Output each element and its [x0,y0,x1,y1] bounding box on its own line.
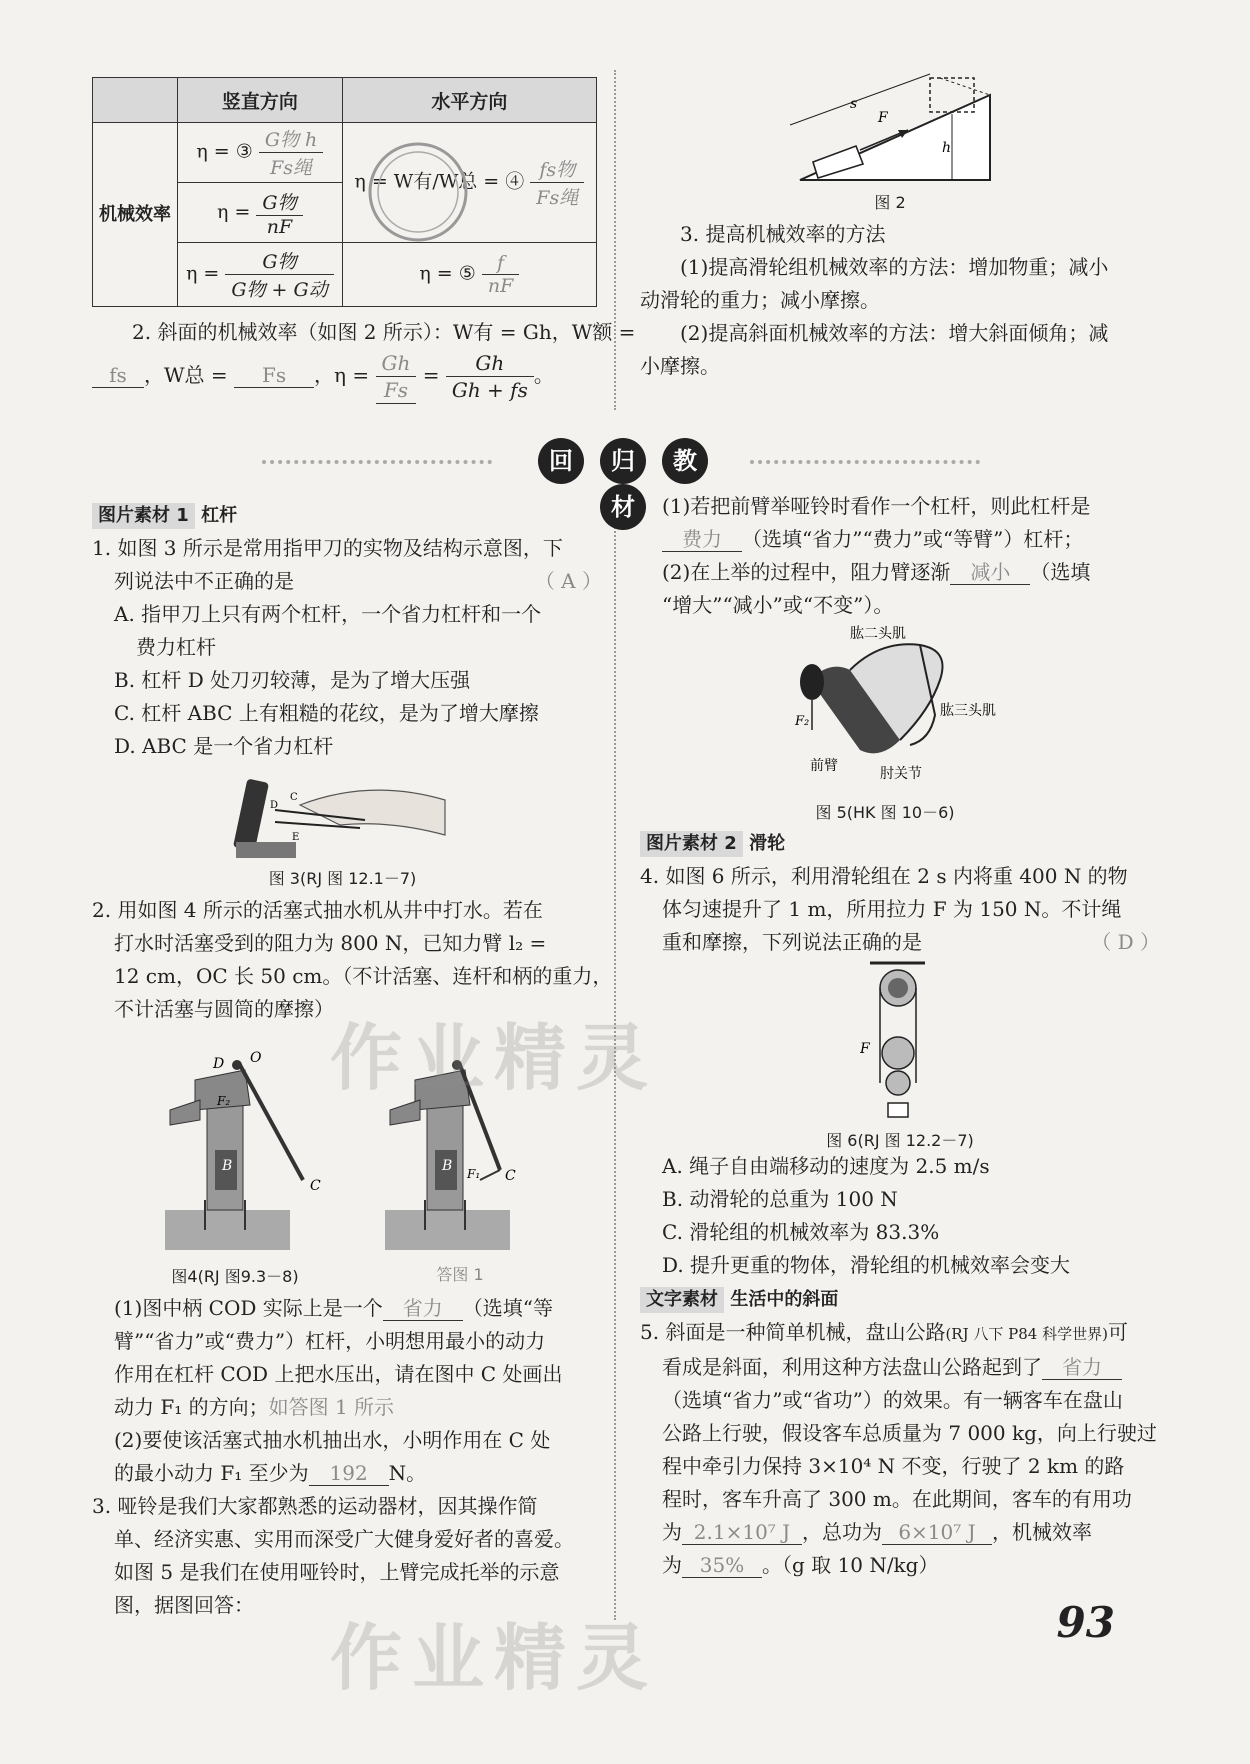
dots-right [750,460,980,464]
q4-option-d: D. 提升更重的物体，滑轮组的机械效率会变大 [662,1253,1071,1277]
q2-line-4: 不计活塞与圆筒的摩擦） [114,997,334,1021]
q5-blank-efficiency: 35% [682,1553,762,1578]
q4-option-c: C. 滑轮组的机械效率为 83.3% [662,1220,940,1244]
svg-text:F₂: F₂ [795,714,810,729]
q1-line-1: 1. 如图 3 所示是常用指甲刀的实物及结构示意图，下 [92,536,563,560]
q4-text: 图片素材 2 滑轮 4. 如图 6 所示，利用滑轮组在 2 s 内将重 400 N 的物 体匀速提升了 1 m，所用拉力 F 为 150 N。不计绳 重和摩擦，下列说法正确的是 （ D ） [640,826,1160,959]
blank-eta: $\frac{Gh}{Fs}$ [376,350,417,404]
svg-text:C: C [310,1178,321,1194]
watermark: 作业精灵 [330,1016,659,1100]
q2-line-1: 2. 用如图 4 所示的活塞式抽水机从井中打水。若在 [92,898,543,922]
q4-option-a: A. 绳子自由端移动的速度为 2.5 m/s [662,1154,990,1178]
answer-figure-1-caption: 答图 1 [436,1265,484,1284]
table-row-label: 机械效率 [93,123,178,307]
efficiency-table [92,77,597,307]
q2-1-line-2: 臂”“省力”或“费力”）杠杆，小明想用最小的动力 [114,1329,546,1353]
q4-options: A. 绳子自由端移动的速度为 2.5 m/s B. 动滑轮的总重为 100 N C. 滑轮组的机械效率为 83.3% D. 提升更重的物体，滑轮组的机械效率会变大 文字素材 生活中的斜面 5. 斜面是一种简单机械，盘山公路(RJ 八下 P84 科学世界)可 看成是斜面，利用这种方法盘山公路起到了 省力 （选填“省力”或“省功”）的效果。有一辆客车在盘山 公路上行驶，假设客车总质量为 7 000 kg，向上行驶过 程中牵引力保持 3×10⁴ N 不变，行驶了 2 km 的路 程时，客车升高了 300 m。在此期间，客车的有用功 为 2.1×10⁷ J ，总功为 6×10⁷ J ，机械效率 为 35% 。（g 取 10 N/kg） [640,1150,1160,1582]
improve-efficiency-text [640,218,1160,383]
q3-2-line-2: “增大”“减小”或“不变”）。 [662,593,894,617]
svg-text:h: h [942,140,952,156]
svg-text:C: C [290,792,298,803]
q5-line-3: （选填“省力”或“省功”）的效果。有一辆客车在盘山 [662,1388,1123,1412]
svg-text:肘关节: 肘关节 [880,766,922,782]
q5-blank-useful-work: 2.1×10⁷ J [682,1520,802,1545]
dots-left [262,460,492,464]
figure-4-caption: 图4(RJ 图9.3－8) [171,1267,299,1286]
q2-line-3: 12 cm，OC 长 50 cm。（不计活塞、连杆和柄的重力， [114,964,613,988]
table-cell: η = $\frac{\text{G物}}{nF}$ [178,183,343,243]
svg-text:F₁: F₁ [467,1167,481,1181]
q3-line-1: 3. 哑铃是我们大家都熟悉的运动器材，因其操作简 [92,1494,538,1518]
q3-line-4: 图，据图回答： [114,1593,254,1617]
svg-text:D: D [213,1056,225,1072]
figure-2-caption: 图 2 [874,193,906,212]
incline-line-1: 2. 斜面的机械效率（如图 2 所示）：W有 = Gh，W额 = [132,320,636,344]
q3-line-2: 单、经济实惠、实用而深受广大健身爱好者的喜爱。 [114,1527,574,1551]
q2-1-answer: 如答图 1 所示 [268,1395,395,1419]
table-header-horizontal: 水平方向 [342,78,596,123]
svg-text:前臂: 前臂 [810,758,838,774]
q2-line-2: 打水时活塞受到的阻力为 800 N，已知力臂 l₂ = [114,931,547,955]
q3-2-blank: 减小 [950,560,1030,585]
tag-title-pulley: 滑轮 [749,833,786,854]
svg-text:C: C [505,1168,516,1184]
tag-title-lever: 杠杆 [201,505,238,526]
table-cell: η = W有/W总 = ④ $\frac{\text{fs物}}{\text{Fs绳}}$ [342,123,596,243]
q1-option-d: D. ABC 是一个省力杠杆 [114,734,334,758]
q5-blank-1: 省力 [1042,1355,1122,1380]
improve-p1: (1)提高滑轮组机械效率的方法：增加物重；减小 [680,255,1109,279]
svg-text:D: D [270,800,279,811]
left-column: 图片素材 1 杠杆 1. 如图 3 所示是常用指甲刀的实物及结构示意图，下 列说法中不正确的是 （ A ） A. 指甲刀上只有两个杠杆，一个省力杠杆和一个 费力杠杆 B. 杠杆 D 处刀刃较薄，是为了增大压强 C. 杠杆 ABC 上有粗糙的花纹，是为了增大摩擦 D. ABC 是一个省力杠杆 [92,498,602,763]
page-number: 93 [1056,1598,1115,1647]
stamp-seal [363,137,473,247]
figure-6-caption: 图 6(RJ 图 12.2－7) [826,1131,974,1150]
q4-answer: （ D ） [1091,930,1160,954]
improve-p2b: 小摩擦。 [640,354,720,378]
figure-5-caption: 图 5(HK 图 10－6) [815,803,955,822]
q4-option-b: B. 动滑轮的总重为 100 N [662,1187,898,1211]
svg-text:B: B [222,1158,233,1174]
table-header-vertical: 竖直方向 [178,78,343,123]
svg-text:F: F [860,1041,870,1057]
q4-line-1: 4. 如图 6 所示，利用滑轮组在 2 s 内将重 400 N 的物 [640,864,1128,888]
q3-1-line-1: (1)若把前臂举哑铃时看作一个杠杆，则此杠杆是 [662,494,1091,518]
improve-p2: (2)提高斜面机械效率的方法：增大斜面倾角；减 [680,321,1109,345]
q5-blank-total-work: 6×10⁷ J [882,1520,992,1545]
q2-subquestions: (1)图中柄 COD 实际上是一个 省力 （选填“等 臂”“省力”或“费力”）杠杆，小明想用最小的动力 作用在杠杆 COD 上把水压出，请在图中 C 处画出 动力 F₁ 的方向；如答图 1 所示 (2)要使该活塞式抽水机抽出水，小明作用在 C 处 的最小动力 F₁ 至少为 192 N。 3. 哑铃是我们大家都熟悉的运动器材，因其操作简 单、经济实惠、实用而深受广大健身爱好者的喜爱。 如图 5 是我们在使用哑铃时，上臂完成托举的示意 图，据图回答： [92,1292,602,1622]
q2-1-blank: 省力 [383,1296,463,1321]
q4-line-2: 体匀速提升了 1 m，所用拉力 F 为 150 N。不计绳 [662,897,1122,921]
blank-w-total: Fs [234,363,314,388]
svg-text:F₂: F₂ [217,1094,231,1108]
svg-text:B: B [442,1158,453,1174]
q5-line-5: 程中牵引力保持 3×10⁴ N 不变，行驶了 2 km 的路 [662,1454,1125,1478]
improve-p1b: 动滑轮的重力；减小摩擦。 [640,288,880,312]
q5-line-4: 公路上行驶，假设客车总质量为 7 000 kg，向上行驶过 [662,1421,1157,1445]
q3-line-3: 如图 5 是我们在使用哑铃时，上臂完成托举的示意 [114,1560,560,1584]
tag-picture-material-2: 图片素材 2 [640,831,743,857]
tag-title-incline: 生活中的斜面 [730,1289,839,1310]
incline-diagram [780,70,1010,190]
nail-clipper-figure [230,770,455,870]
section-title: 回 归 教材 [508,438,738,530]
svg-text:O: O [250,1050,262,1066]
table-cell: η = $\frac{\text{G物}}{\text{G物 + G动}}$ [178,243,343,307]
q1-answer: （ A ） [534,569,602,593]
q2-1-line-3: 作用在杠杆 COD 上把水压出，请在图中 C 处画出 [114,1362,563,1386]
q1-option-b: B. 杠杆 D 处刀刃较薄，是为了增大压强 [114,668,471,692]
q2-2-line-1: (2)要使该活塞式抽水机抽出水，小明作用在 C 处 [114,1428,551,1452]
improve-title: 3. 提高机械效率的方法 [680,222,886,246]
tag-picture-material-1: 图片素材 1 [92,503,195,529]
svg-text:F: F [878,110,888,126]
svg-text:肱三头肌: 肱三头肌 [940,703,996,719]
q5-line-6: 程时，客车升高了 300 m。在此期间，客车的有用功 [662,1487,1132,1511]
svg-text:s: s [850,96,858,112]
watermark-bottom: 作业精灵 [330,1616,659,1700]
q2-2-blank: 192 [309,1461,389,1486]
incline-efficiency-text: 2. 斜面的机械效率（如图 2 所示）：W有 = Gh，W额 = fs ，W总 = Fs ，η = $\frac{Gh}{Fs}$ = $\frac{Gh}{Gh + fs}$ 。 [92,316,602,401]
column-divider-top [614,70,616,410]
table-cell: η = ⑤ $\frac{f}{nF}$ [342,243,596,307]
blank-w-extra: fs [92,363,144,388]
svg-text:E: E [292,832,300,843]
q1-option-a-cont: 费力杠杆 [136,635,216,659]
q1-option-c: C. 杠杆 ABC 上有粗糙的花纹，是为了增大摩擦 [114,701,539,725]
right-column: (1)若把前臂举哑铃时看作一个杠杆，则此杠杆是 费力 （选填“省力”“费力”或“等臂”）杠杆； (2)在上举的过程中，阻力臂逐渐 减小 （选填 “增大”“减小”或“不变”）。 [640,490,1160,622]
pulley-figure [860,958,940,1123]
q3-1-blank: 费力 [662,527,742,552]
svg-text:肱二头肌: 肱二头肌 [850,626,906,642]
table-cell: η = ③ $\frac{\text{G物 h}}{\text{Fs绳}}$ [178,123,343,183]
arm-dumbbell-figure [790,620,1010,785]
figure-3-caption: 图 3(RJ 图 12.1－7) [268,869,417,888]
tag-text-material: 文字素材 [640,1287,724,1313]
q1-option-a: A. 指甲刀上只有两个杠杆，一个省力杠杆和一个 [114,602,542,626]
